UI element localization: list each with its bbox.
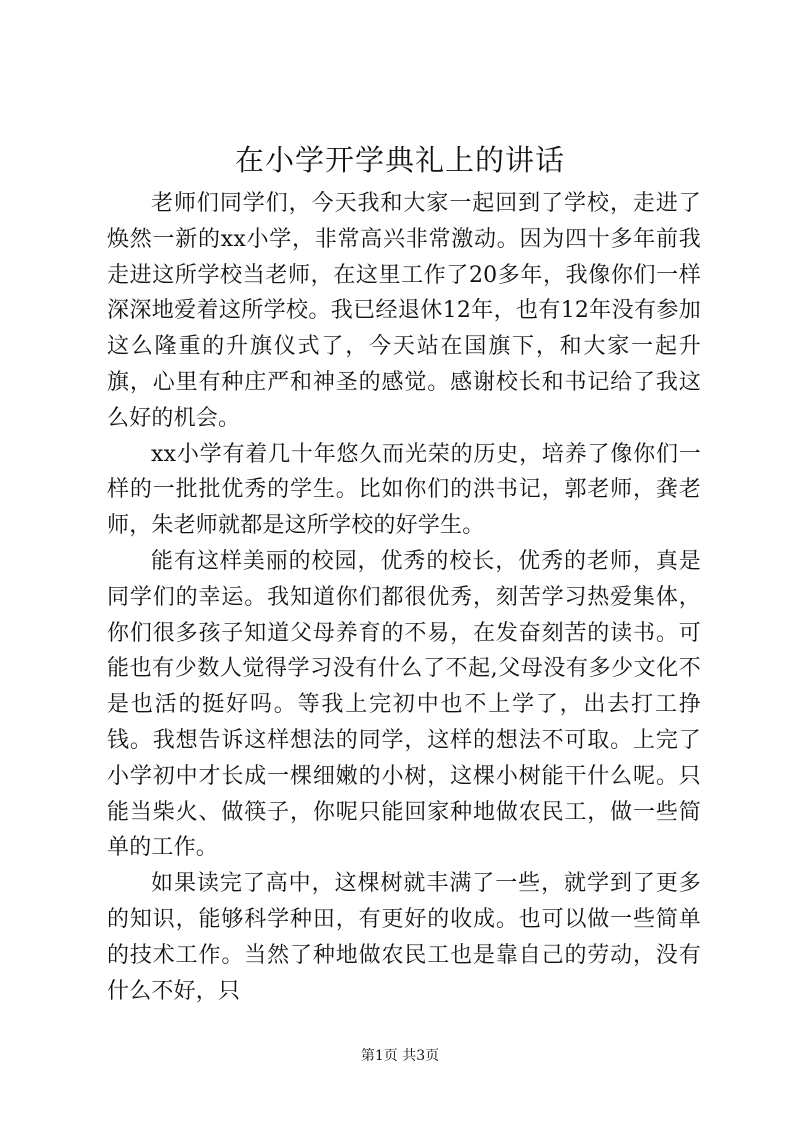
- paragraph-1: 老师们同学们，今天我和大家一起回到了学校，走进了焕然一新的xx小学，非常高兴非常激动。因为四十多年前我走进这所学校当老师，在这里工作了20多年，我像你们一样深深地爱着这所学校。我已经退休12年，也有12年没有参加这么隆重的升旗仪式了，今天站在国旗下，和大家一起升旗，心里有种庄严和神圣的感觉。感谢校长和书记给了我这么好的机会。: [107, 191, 701, 431]
- document-title: 在小学开学典礼上的讲话: [234, 143, 565, 177]
- paragraph-4: 如果读完了高中，这棵树就丰满了一些，就学到了更多的知识，能够科学种田，有更好的收成。也可以做一些简单的技术工作。当然了种地做农民工也是靠自己的劳动，没有什么不好，只: [107, 871, 701, 1004]
- page-number-footer: 第1页 共3页: [360, 1048, 440, 1064]
- paragraph-2: xx小学有着几十年悠久而光荣的历史，培养了像你们一样的一批批优秀的学生。比如你们的洪书记，郭老师，龚老师，朱老师就都是这所学校的好学生。: [107, 441, 701, 539]
- paragraph-3: 能有这样美丽的校园，优秀的校长，优秀的老师，真是同学们的幸运。我知道你们都很优秀，刻苦学习热爱集体，你们很多孩子知道父母养育的不易，在发奋刻苦的读书。可能也有少数人觉得学习没有什么了不起,父母没有多少文化不是也活的挺好吗。等我上完初中也不上学了，出去打工挣钱。我想告诉这样想法的同学，这样的想法不可取。上完了小学初中才长成一棵细嫩的小树，这棵小树能干什么呢。只能当柴火、做筷子，你呢只能回家种地做农民工，做一些简单的工作。: [107, 548, 701, 861]
- document-body: [107, 186, 701, 1009]
